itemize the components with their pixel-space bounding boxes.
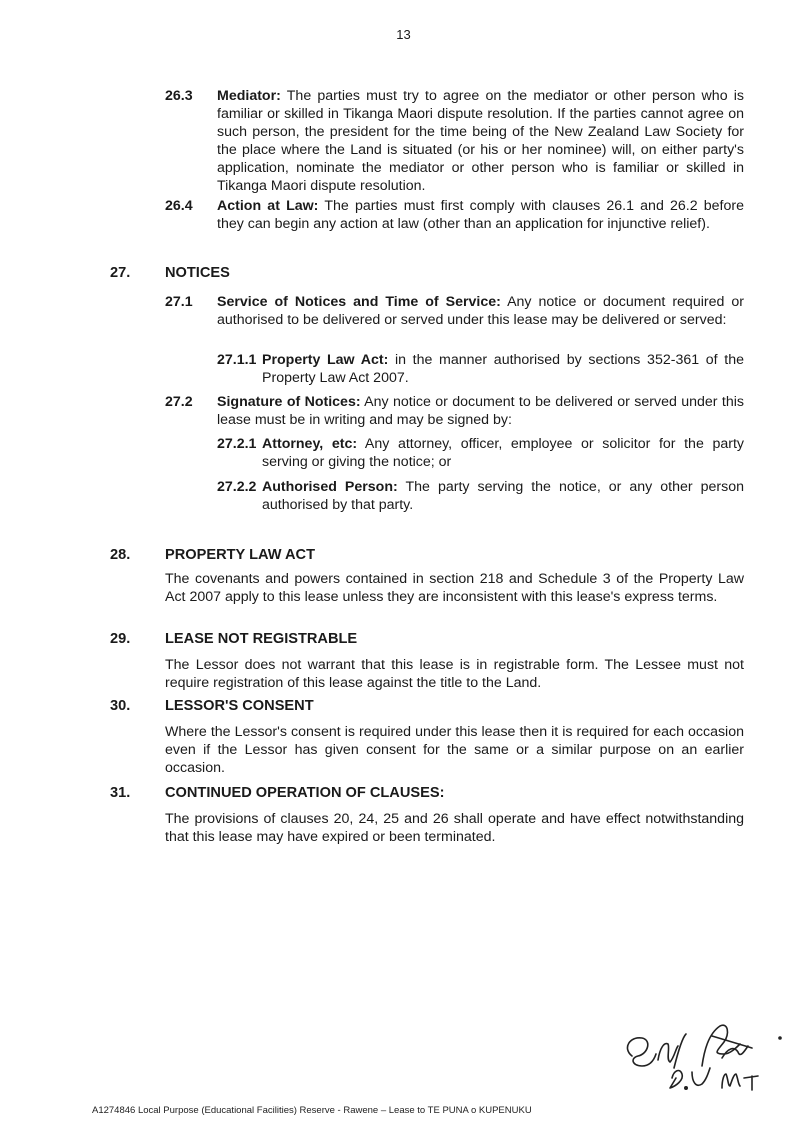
clause-title: Authorised Person: [262, 479, 398, 495]
clause-text: Any notice or document required or authorised to be delivered or served under this lease may be delivered or served: [217, 294, 744, 328]
signature-initials [612, 1008, 792, 1098]
clause-text: in the manner authorised by sections 352-361 of the Property Law Act 2007. [262, 352, 744, 386]
clause-number: 27.2.1 [217, 436, 257, 452]
section-text: The provisions of clauses 20, 24, 25 and 26 shall operate and have effect notwithstanding that this lease may have expired or been terminated. [165, 811, 744, 845]
section-heading: LESSOR'S CONSENT [165, 698, 314, 714]
section-text: The covenants and powers contained in section 218 and Schedule 3 of the Property Law Act 2007 apply to this lease unless they are inconsistent with this lease's express terms. [165, 571, 744, 605]
clause-27-2-1 [262, 435, 744, 471]
clause-title: Property Law Act: [262, 352, 389, 368]
clause-text: Any notice or document to be delivered or served under this lease must be in writing and may be signed by: [217, 394, 744, 428]
clause-text: The party serving the notice, or any other person authorised by that party. [262, 479, 744, 513]
page-number: 13 [396, 27, 411, 42]
clause-text: The parties must try to agree on the mediator or other person who is familiar or skilled in Tikanga Maori dispute resolution. If the parties cannot agree on such person, the president for the time being of the New Zealand Law Society for the place where the Land is situated (or his or her nominee) will, on either party's application, nominate the mediator or other person who is familiar or skilled in Tikanga Maori dispute resolution. [217, 88, 745, 194]
clause-number: 27.1 [165, 294, 193, 310]
clause-number: 26.4 [165, 198, 193, 214]
clause-26-3 [217, 87, 744, 195]
clause-title: Service of Notices and Time of Service: [217, 294, 501, 310]
clause-26-4 [217, 197, 744, 233]
section-text: The Lessor does not warrant that this lease is in registrable form. The Lessee must not require registration of this lease against the title to the Land. [165, 657, 744, 691]
section-number: 27. [110, 265, 131, 281]
section-number: 28. [110, 547, 131, 563]
clause-title: Action at Law: [217, 198, 319, 214]
clause-title: Mediator: [217, 88, 281, 104]
clause-text: Any attorney, officer, employee or solicitor for the party serving or giving the notice; or [262, 436, 744, 470]
clause-27-2 [217, 393, 744, 429]
clause-number: 26.3 [165, 88, 193, 104]
clause-text: The parties must first comply with clauses 26.1 and 26.2 before they can begin any action at law (other than an application for injunctive relief). [217, 198, 745, 232]
section-heading: LEASE NOT REGISTRABLE [165, 631, 358, 647]
clause-title: Signature of Notices: [217, 394, 361, 410]
footer: A1274846 Local Purpose (Educational Facilities) Reserve - Rawene – Lease to TE PUNA o KUPENUKU [92, 1105, 532, 1116]
section-heading: NOTICES [165, 265, 230, 281]
section-heading: PROPERTY LAW ACT [165, 547, 315, 563]
clause-27-1 [217, 293, 744, 329]
section-number: 29. [110, 631, 131, 647]
clause-number: 27.1.1 [217, 352, 257, 368]
section-text: Where the Lessor's consent is required under this lease then it is required for each occasion even if the Lessor has given consent for the same or a similar purpose on an earlier occasion. [165, 724, 744, 776]
clause-number: 27.2 [165, 394, 193, 410]
section-number: 31. [110, 785, 131, 801]
section-number: 30. [110, 698, 131, 714]
clause-27-1-1 [262, 351, 744, 387]
clause-title: Attorney, etc: [262, 436, 358, 452]
section-heading: CONTINUED OPERATION OF CLAUSES: [165, 785, 445, 801]
clause-27-2-2 [262, 478, 744, 514]
clause-number: 27.2.2 [217, 479, 257, 495]
